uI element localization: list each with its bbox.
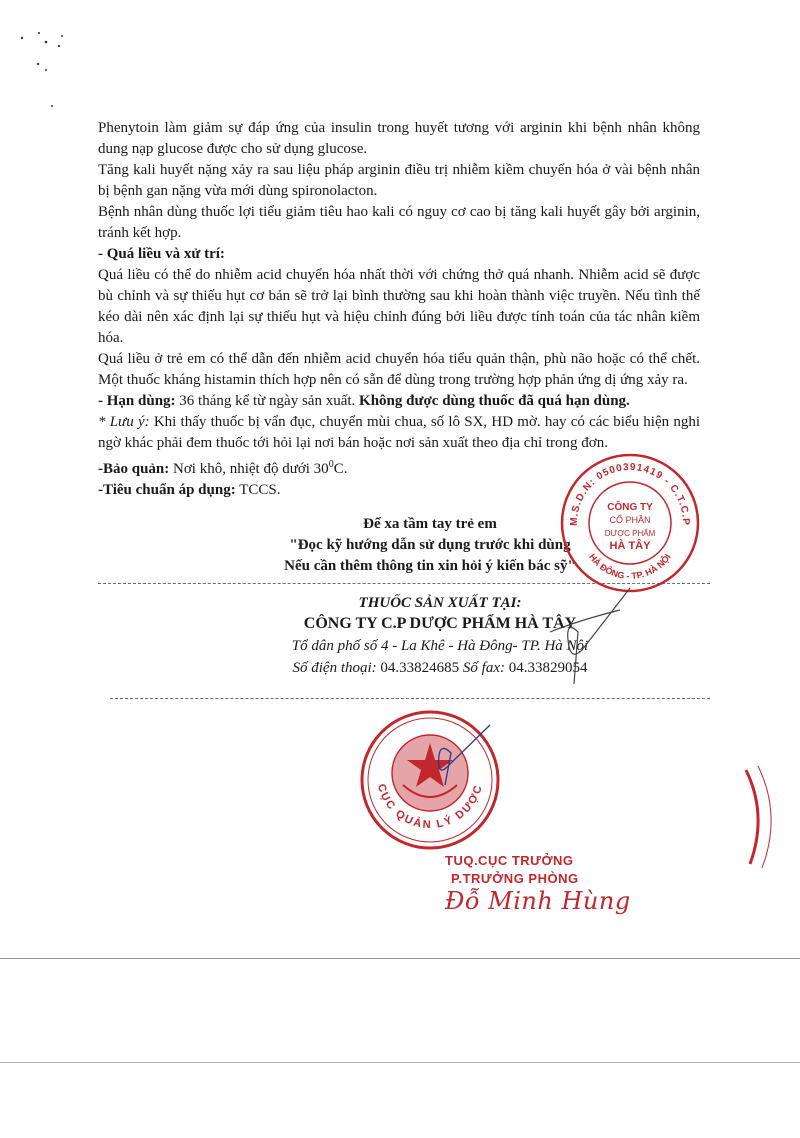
storage-unit: C. xyxy=(333,461,348,477)
director-signature xyxy=(520,580,640,690)
expiry-warning: Không được dùng thuốc đã quá hạn dùng. xyxy=(359,393,630,409)
expiry-text: 36 tháng kể từ ngày sản xuất. xyxy=(179,393,356,409)
signatory-name: Đỗ Minh Hùng xyxy=(445,887,631,915)
storage-text: Nơi khô, nhiệt độ dưới 30 xyxy=(173,461,329,477)
agency-stamp-ring-text: CỤC QUẢN LÝ DƯỢC xyxy=(374,782,486,832)
svg-text:HÀ ĐÔNG - TP. HÀ NỘI xyxy=(587,552,673,581)
paragraph-phenytoin: Phenytoin làm giảm sự đáp ứng của insulin trong huyết tương với arginin khi bệnh nhân không dung nạp glucose được cho sử dụng glucose. xyxy=(98,120,700,157)
company-stamp-line-1: CÔNG TY xyxy=(607,502,653,513)
fax-number: 04.33829054 xyxy=(508,660,588,676)
company-stamp-ring-top: M.S.D.N: 0500391419 - C.T.C.P xyxy=(568,461,692,527)
scan-specks xyxy=(0,0,80,110)
storage-label: -Bảo quản: xyxy=(98,461,170,477)
paragraph-hyperkalemia: Tăng kali huyết nặng xảy ra sau liệu pháp arginin điều trị nhiễm kiềm chuyển hóa ở vài bệnh nhân bị bệnh gan nặng vừa mới dùng spironolacton. xyxy=(98,162,700,199)
overdose-children-paragraph: Quá liều ở trẻ em có thể dẫn đến nhiễm acid chuyển hóa tiểu quản thận, phù não hoặc có thể chết. Một thuốc kháng histamin thích hợp nên có sẵn để dùng trong trường hợp phản ứng dị ứng xảy ra. xyxy=(98,351,700,388)
overdose-heading: - Quá liều và xử trí: xyxy=(98,246,225,262)
divider-middle xyxy=(110,698,710,699)
signatory-title: TUQ.CỤC TRƯỞNG xyxy=(445,853,574,868)
agency-stamp xyxy=(355,705,505,855)
fax-label: Số fax: xyxy=(462,660,505,676)
keep-away-children: Để xa tầm tay trẻ em xyxy=(363,516,497,532)
storage-degree: 0 xyxy=(328,459,334,470)
company-stamp-ring-bottom: HÀ ĐÔNG - TP. HÀ NỘI xyxy=(587,551,673,582)
phone-label: Số điện thoại: xyxy=(292,660,377,676)
paragraph-diuretics: Bệnh nhân dùng thuốc lợi tiểu giảm tiêu hao kali có nguy cơ cao bị tăng kali huyết gây bởi arginin, tránh kết hợp. xyxy=(98,204,700,241)
manufacturer-heading-text: THUỐC SẢN XUẤT TẠI: xyxy=(358,595,522,611)
company-stamp-line-3: DƯỢC PHẨM xyxy=(604,529,656,538)
expiry-label: - Hạn dùng: xyxy=(98,393,176,409)
stamp-edge-fragment xyxy=(738,760,800,870)
company-address: Tổ dân phố số 4 - La Khê - Hà Đông- TP. Hà Nội xyxy=(291,638,589,654)
consult-doctor-warning: Nếu cần thêm thông tin xin hỏi ý kiến bác sỹ" xyxy=(284,558,576,574)
company-name: CÔNG TY C.P DƯỢC PHẨM HÀ TÂY xyxy=(303,615,577,632)
signatory-block xyxy=(445,852,665,915)
document-body xyxy=(98,118,700,501)
signatory-subtitle: P.TRƯỞNG PHÒNG xyxy=(451,871,579,886)
note-label: * Lưu ý: xyxy=(98,414,150,430)
standard-text: TCCS. xyxy=(239,482,281,498)
company-stamp-line-2: CỔ PHẦN xyxy=(609,515,651,525)
expiry-line xyxy=(98,391,700,412)
scan-line-bottom xyxy=(0,1062,800,1063)
note-text: Khi thấy thuốc bị vẩn đục, chuyển mùi chua, số lô SX, HD mờ. hay có các biểu hiện nghi ngờ khác phải đem thuốc tới hỏi lại nơi bán hoặc nơi sản xuất theo địa chỉ trong đơn. xyxy=(98,414,700,451)
standard-label: -Tiêu chuẩn áp dụng: xyxy=(98,482,236,498)
read-instructions-warning: "Đọc kỹ hướng dẫn sử dụng trước khi dùng xyxy=(289,537,571,553)
company-stamp-line-4: HÀ TÂY xyxy=(609,540,651,552)
scan-line-lower xyxy=(0,958,800,959)
overdose-paragraph: Quá liều có thể do nhiễm acid chuyển hóa nhất thời với chứng thở quá nhanh. Nhiễm acid sẽ được bù chỉnh và sự thiếu hụt cơ bản sẽ trở lại bình thường sau khi hoàn thành việc truyền. Nếu tình thế kéo dài nên xác định lại sự thiếu hụt và hiệu chỉnh đúng bởi liều được tính toán của tác nhân kiềm hóa. xyxy=(98,267,700,346)
company-stamp xyxy=(555,448,705,598)
phone-number: 04.33824685 xyxy=(380,660,460,676)
